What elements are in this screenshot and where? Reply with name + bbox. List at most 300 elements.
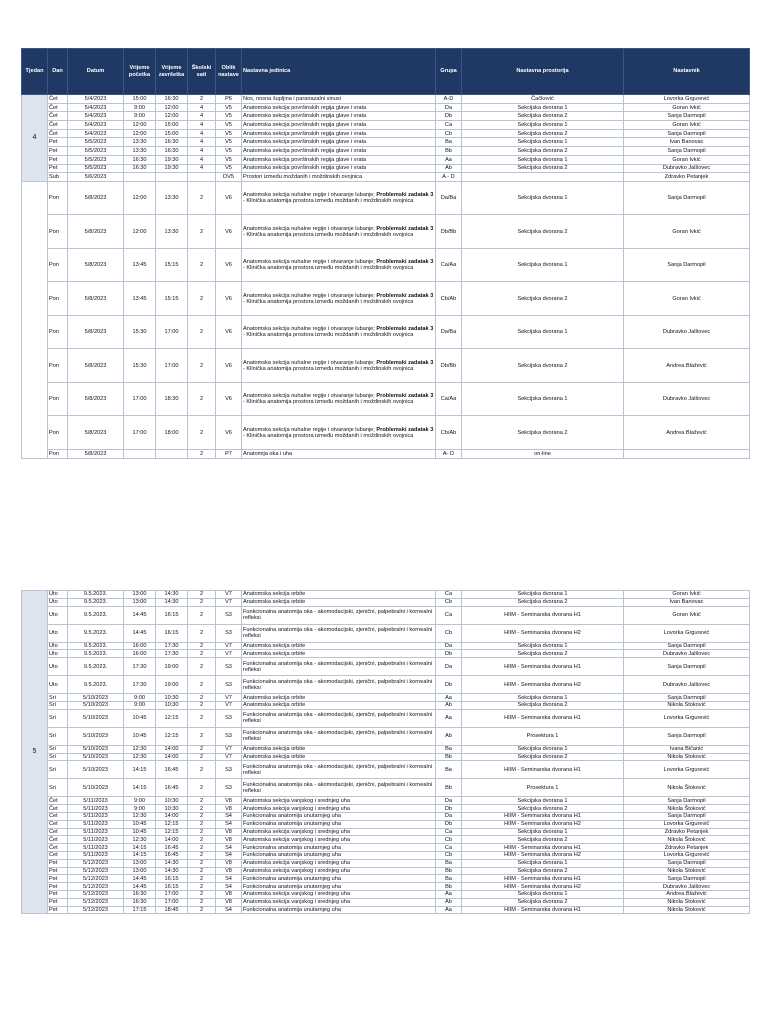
cell-nastavnik: Sanja Darmopil xyxy=(624,694,750,702)
cell-datum: 5/10/2023 xyxy=(68,694,124,702)
cell-datum: 5/12/2023 xyxy=(68,890,124,898)
cell-jedinica: Nos, nosna šupljina i paranazalni sinusi xyxy=(242,95,436,104)
table-row xyxy=(22,753,750,761)
cell-zavrsetak: 15:15 xyxy=(156,282,188,316)
cell-jedinica: Funkcionalna anatomija unutarnjeg uha xyxy=(242,851,436,859)
cell-nastavnik: Dubravko Jalšovec xyxy=(624,883,750,891)
cell-sati: 4 xyxy=(188,138,216,147)
cell-dan: Uto xyxy=(48,598,68,606)
cell-prostorija: on-line xyxy=(462,449,624,458)
cell-datum: 9.5.2023. xyxy=(68,650,124,658)
cell-zavrsetak: 19:00 xyxy=(156,658,188,676)
cell-zavrsetak: 19:30 xyxy=(156,164,188,173)
cell-datum: 5/11/2023 xyxy=(68,797,124,805)
cell-nastavnik: Ivan Banovac xyxy=(624,598,750,606)
cell-grupa: Bb xyxy=(436,147,462,156)
cell-jedinica: Funkcionalna anatomija unutarnjeg uha xyxy=(242,883,436,891)
cell-dan: Pon xyxy=(48,382,68,416)
jedinica-problem: Problemski zadatak 3 xyxy=(376,225,434,232)
cell-grupa: Db/Bb xyxy=(436,349,462,383)
cell-nastavnik: Nikola Štoković xyxy=(624,898,750,906)
cell-grupa: A- D xyxy=(436,449,462,458)
cell-nastavnik: Goran Ivkić xyxy=(624,103,750,112)
col-header-zavrsetak: Vrijeme završetka xyxy=(156,49,188,95)
cell-jedinica: Funkcionalna anatomija unutarnjeg uha xyxy=(242,875,436,883)
jedinica-line1: Anatomska sekcija nuhalne regije i otvaranje lubanje; xyxy=(243,292,375,299)
cell-pocetak: 12:30 xyxy=(124,836,156,844)
cell-zavrsetak: 16:45 xyxy=(156,761,188,779)
cell-pocetak: 10:45 xyxy=(124,820,156,828)
cell-datum: 5/12/2023 xyxy=(68,906,124,914)
cell-sati: 2 xyxy=(188,181,216,215)
cell-zavrsetak: 12:15 xyxy=(156,727,188,745)
week-number: 4 xyxy=(22,95,48,182)
cell-zavrsetak: 17:00 xyxy=(156,898,188,906)
cell-grupa: Db xyxy=(436,805,462,813)
cell-datum: 5/10/2023 xyxy=(68,745,124,753)
table-row xyxy=(22,382,750,416)
cell-datum: 5/11/2023 xyxy=(68,805,124,813)
cell-datum: 5/5/2023 xyxy=(68,155,124,164)
cell-pocetak: 15:30 xyxy=(124,349,156,383)
cell-sati: 2 xyxy=(188,867,216,875)
table-row xyxy=(22,875,750,883)
cell-zavrsetak: 14:00 xyxy=(156,745,188,753)
cell-sati: 2 xyxy=(188,779,216,797)
cell-grupa: Ab xyxy=(436,701,462,709)
cell-sati: 2 xyxy=(188,727,216,745)
cell-grupa: Ab xyxy=(436,164,462,173)
cell-nastavnik: Goran Ivkić xyxy=(624,155,750,164)
cell-sati: 2 xyxy=(188,701,216,709)
cell-sati: 2 xyxy=(188,658,216,676)
cell-jedinica: Anatomska sekcija površinskih regija glave i vrata xyxy=(242,164,436,173)
table-row xyxy=(22,164,750,173)
table-row xyxy=(22,828,750,836)
cell-grupa: Db xyxy=(436,676,462,694)
jedinica-rest: - Klinička anatomija prostora između moždanih i moždinskih ovojnica xyxy=(243,231,414,238)
cell-prostorija: Sekcijska dvorana 1 xyxy=(462,890,624,898)
cell-zavrsetak: 17:00 xyxy=(156,315,188,349)
cell-nastavnik: Dubravko Jalšovec xyxy=(624,676,750,694)
cell-oblik: S3 xyxy=(216,779,242,797)
jedinica-rest: - Klinička anatomija prostora između moždanih i moždinskih ovojnica xyxy=(243,332,414,339)
cell-dan: Čet xyxy=(48,812,68,820)
table-row xyxy=(22,745,750,753)
cell-nastavnik: Sanja Darmopil xyxy=(624,658,750,676)
jedinica-problem: Problemski zadatak 3 xyxy=(376,192,434,199)
cell-nastavnik: Sanja Darmopil xyxy=(624,859,750,867)
cell-jedinica: Anatomska sekcija orbite xyxy=(242,598,436,606)
cell-oblik: S4 xyxy=(216,851,242,859)
cell-zavrsetak: 10:30 xyxy=(156,701,188,709)
cell-pocetak: 9:00 xyxy=(124,701,156,709)
cell-datum: 5/8/2023 xyxy=(68,416,124,450)
cell-oblik: V8 xyxy=(216,890,242,898)
cell-nastavnik: Sanja Darmopil xyxy=(624,181,750,215)
cell-sati: 2 xyxy=(188,650,216,658)
col-header-grupa: Grupa xyxy=(436,49,462,95)
cell-jedinica xyxy=(242,248,436,282)
cell-prostorija: Sekcijska dvorana 2 xyxy=(462,898,624,906)
cell-sati: 2 xyxy=(188,248,216,282)
cell-sati: 2 xyxy=(188,315,216,349)
jedinica-rest: - Klinička anatomija prostora između moždanih i moždinskih ovojnica xyxy=(243,365,414,372)
cell-prostorija: Sekcijska dvorana 2 xyxy=(462,598,624,606)
cell-grupa: Cb xyxy=(436,624,462,642)
cell-prostorija: HIIM - Seminarska dvorana H1 xyxy=(462,606,624,624)
cell-jedinica: Anatomska sekcija površinskih regija glave i vrata xyxy=(242,129,436,138)
cell-nastavnik: Dubravko Jalšovec xyxy=(624,315,750,349)
cell-prostorija: Sekcijska dvorana 1 xyxy=(462,694,624,702)
cell-nastavnik: Lovorka Grgurević xyxy=(624,851,750,859)
cell-datum: 5/11/2023 xyxy=(68,828,124,836)
cell-dan: Sri xyxy=(48,745,68,753)
col-header-jedinica: Nastavna jedinica xyxy=(242,49,436,95)
cell-nastavnik: Sanja Darmopil xyxy=(624,797,750,805)
cell-datum: 9.5.2023. xyxy=(68,606,124,624)
cell-grupa: Db xyxy=(436,650,462,658)
cell-grupa: Db xyxy=(436,820,462,828)
cell-pocetak: 9:00 xyxy=(124,797,156,805)
table-row xyxy=(22,416,750,450)
cell-datum: 5/5/2023 xyxy=(68,138,124,147)
jedinica-line1: Anatomska sekcija nuhalne regije i otvaranje lubanje; xyxy=(243,225,375,232)
cell-prostorija: HIIM - Seminarska dvorana H1 xyxy=(462,709,624,727)
col-header-prostorija: Nastavna prostorija xyxy=(462,49,624,95)
cell-datum: 5/12/2023 xyxy=(68,883,124,891)
cell-sati: 2 xyxy=(188,624,216,642)
cell-pocetak: 16:30 xyxy=(124,898,156,906)
cell-datum: 9.5.2023. xyxy=(68,676,124,694)
cell-pocetak: 12:30 xyxy=(124,753,156,761)
cell-oblik: V6 xyxy=(216,282,242,316)
col-header-dan: Dan xyxy=(48,49,68,95)
cell-pocetak: 14:15 xyxy=(124,779,156,797)
cell-zavrsetak: 17:00 xyxy=(156,890,188,898)
cell-pocetak: 17:00 xyxy=(124,416,156,450)
cell-grupa: Cb xyxy=(436,598,462,606)
cell-datum: 9.5.2023. xyxy=(68,598,124,606)
cell-oblik: S3 xyxy=(216,709,242,727)
cell-datum: 9.5.2023. xyxy=(68,591,124,599)
cell-prostorija: HIIM - Seminarska dvorana H1 xyxy=(462,906,624,914)
cell-prostorija: Sekcijska dvorana 2 xyxy=(462,650,624,658)
col-header-oblik: Oblik nastave xyxy=(216,49,242,95)
cell-pocetak: 14:45 xyxy=(124,875,156,883)
cell-nastavnik: Nikola Štoković xyxy=(624,753,750,761)
cell-jedinica: Funkcionalna anatomija oka - akomodacijski, zjenični, palpebralni i kornealni refleksi xyxy=(242,761,436,779)
cell-pocetak: 14:15 xyxy=(124,761,156,779)
cell-prostorija: HIIM - Seminarska dvorana H1 xyxy=(462,761,624,779)
cell-prostorija: Sekcijska dvorana 2 xyxy=(462,416,624,450)
cell-pocetak: 13:30 xyxy=(124,147,156,156)
cell-jedinica: Anatomska sekcija orbite xyxy=(242,753,436,761)
cell-sati: 2 xyxy=(188,416,216,450)
cell-oblik: P6 xyxy=(216,95,242,104)
cell-oblik: V6 xyxy=(216,215,242,249)
cell-grupa: Ca xyxy=(436,606,462,624)
cell-oblik: S4 xyxy=(216,883,242,891)
cell-pocetak: 13:45 xyxy=(124,248,156,282)
cell-jedinica: Anatomska sekcija vanjskog i srednjeg uha xyxy=(242,859,436,867)
table-row xyxy=(22,591,750,599)
cell-prostorija: Sekcijska dvorana 1 xyxy=(462,642,624,650)
col-header-datum: Datum xyxy=(68,49,124,95)
cell-jedinica: Funkcionalna anatomija oka - akomodacijski, zjenični, palpebralni i kornealni refleksi xyxy=(242,658,436,676)
table-row xyxy=(22,890,750,898)
cell-prostorija: Prosektura 1 xyxy=(462,779,624,797)
cell-oblik: V5 xyxy=(216,147,242,156)
table-row xyxy=(22,694,750,702)
cell-pocetak: 17:30 xyxy=(124,658,156,676)
cell-jedinica: Anatomska sekcija površinskih regija glave i vrata xyxy=(242,103,436,112)
table-row xyxy=(22,95,750,104)
cell-oblik: V5 xyxy=(216,138,242,147)
cell-prostorija: Sekcijska dvorana 2 xyxy=(462,282,624,316)
cell-grupa: A - D xyxy=(436,173,462,182)
schedule-table-week-5 xyxy=(21,590,750,914)
cell-prostorija: HIIM - Seminarska dvorana H1 xyxy=(462,812,624,820)
cell-nastavnik: Nikola Štoković xyxy=(624,701,750,709)
cell-prostorija: HIIM - Seminarska dvorana H2 xyxy=(462,624,624,642)
cell-zavrsetak: 12:15 xyxy=(156,820,188,828)
cell-zavrsetak: 14:00 xyxy=(156,812,188,820)
cell-dan: Pet xyxy=(48,898,68,906)
cell-oblik: S3 xyxy=(216,658,242,676)
cell-datum: 5/4/2023 xyxy=(68,129,124,138)
cell-grupa: Da xyxy=(436,642,462,650)
cell-grupa: Bb xyxy=(436,867,462,875)
cell-oblik: V5 xyxy=(216,155,242,164)
cell-dan: Pet xyxy=(48,890,68,898)
cell-dan: Uto xyxy=(48,624,68,642)
cell-prostorija: Sekcijska dvorana 1 xyxy=(462,745,624,753)
table-row xyxy=(22,859,750,867)
cell-oblik: V7 xyxy=(216,650,242,658)
jedinica-problem: Problemski zadatak 3 xyxy=(376,426,434,433)
cell-datum: 5/11/2023 xyxy=(68,820,124,828)
cell-jedinica: Anatomija oka i uha xyxy=(242,449,436,458)
cell-prostorija: Sekcijska dvorana 2 xyxy=(462,836,624,844)
cell-datum: 5/10/2023 xyxy=(68,761,124,779)
cell-datum: 5/11/2023 xyxy=(68,836,124,844)
cell-nastavnik: Ivan Banovac xyxy=(624,138,750,147)
cell-sati: 2 xyxy=(188,797,216,805)
cell-grupa: Aa xyxy=(436,709,462,727)
table-row xyxy=(22,851,750,859)
jedinica-line1: Anatomska sekcija nuhalne regije i otvaranje lubanje; xyxy=(243,192,375,199)
cell-oblik: V6 xyxy=(216,382,242,416)
cell-oblik: V7 xyxy=(216,591,242,599)
cell-dan: Sri xyxy=(48,694,68,702)
cell-grupa: Ca xyxy=(436,591,462,599)
cell-zavrsetak xyxy=(156,449,188,458)
cell-grupa: Aa xyxy=(436,155,462,164)
cell-grupa: Cb xyxy=(436,836,462,844)
cell-sati: 2 xyxy=(188,215,216,249)
table-row xyxy=(22,121,750,130)
cell-nastavnik: Zdravko Petanjek xyxy=(624,828,750,836)
cell-datum: 5/8/2023 xyxy=(68,181,124,215)
cell-grupa: Aa xyxy=(436,694,462,702)
cell-pocetak: 12:00 xyxy=(124,121,156,130)
cell-dan: Pet xyxy=(48,155,68,164)
cell-oblik: V5 xyxy=(216,164,242,173)
cell-jedinica: Anatomska sekcija vanjskog i srednjeg uha xyxy=(242,867,436,875)
cell-pocetak: 10:45 xyxy=(124,727,156,745)
cell-jedinica: Anatomska sekcija vanjskog i srednjeg uha xyxy=(242,890,436,898)
cell-nastavnik: Goran Ivkić xyxy=(624,591,750,599)
cell-datum: 5/10/2023 xyxy=(68,753,124,761)
cell-dan: Pon xyxy=(48,215,68,249)
table-row xyxy=(22,129,750,138)
cell-jedinica xyxy=(242,349,436,383)
cell-jedinica: Anatomska sekcija vanjskog i srednjeg uha xyxy=(242,898,436,906)
cell-dan: Sri xyxy=(48,761,68,779)
cell-zavrsetak: 18:30 xyxy=(156,382,188,416)
cell-datum: 5/12/2023 xyxy=(68,898,124,906)
cell-dan: Čet xyxy=(48,820,68,828)
cell-dan: Čet xyxy=(48,95,68,104)
table-row xyxy=(22,598,750,606)
cell-nastavnik: Goran Ivkić xyxy=(624,121,750,130)
header-row xyxy=(22,49,750,95)
jedinica-problem: Problemski zadatak 3 xyxy=(376,259,434,266)
cell-oblik: V8 xyxy=(216,836,242,844)
cell-grupa: Ab xyxy=(436,727,462,745)
cell-datum: 5/11/2023 xyxy=(68,851,124,859)
cell-zavrsetak: 16:45 xyxy=(156,851,188,859)
cell-zavrsetak: 16:30 xyxy=(156,147,188,156)
cell-grupa: Da/Ba xyxy=(436,315,462,349)
cell-dan: Pet xyxy=(48,164,68,173)
cell-nastavnik: Nikola Štoković xyxy=(624,836,750,844)
cell-pocetak: 13:00 xyxy=(124,867,156,875)
cell-dan: Čet xyxy=(48,836,68,844)
cell-jedinica: Funkcionalna anatomija unutarnjeg uha xyxy=(242,906,436,914)
cell-jedinica xyxy=(242,416,436,450)
table-row xyxy=(22,282,750,316)
cell-zavrsetak xyxy=(156,173,188,182)
cell-nastavnik: Ivana Bičanić xyxy=(624,745,750,753)
cell-datum: 5/10/2023 xyxy=(68,779,124,797)
jedinica-line1: Anatomska sekcija nuhalne regije i otvaranje lubanje; xyxy=(243,326,375,333)
cell-jedinica xyxy=(242,315,436,349)
cell-jedinica: Prostori između moždanih i moždinskih ovojnica xyxy=(242,173,436,182)
cell-jedinica: Anatomska sekcija vanjskog i srednjeg uha xyxy=(242,797,436,805)
cell-dan: Pet xyxy=(48,147,68,156)
cell-sati: 2 xyxy=(188,761,216,779)
cell-jedinica: Anatomska sekcija orbite xyxy=(242,694,436,702)
jedinica-rest: - Klinička anatomija prostora između moždanih i moždinskih ovojnica xyxy=(243,265,414,272)
cell-oblik: S4 xyxy=(216,844,242,852)
cell-nastavnik: Zdravko Petanjek xyxy=(624,844,750,852)
cell-zavrsetak: 14:00 xyxy=(156,836,188,844)
jedinica-rest: - Klinička anatomija prostora između moždanih i moždinskih ovojnica xyxy=(243,298,414,305)
cell-sati: 2 xyxy=(188,591,216,599)
cell-jedinica: Anatomska sekcija orbite xyxy=(242,591,436,599)
cell-oblik: V6 xyxy=(216,416,242,450)
cell-oblik: S4 xyxy=(216,812,242,820)
cell-datum: 5/11/2023 xyxy=(68,844,124,852)
cell-grupa: Ba xyxy=(436,761,462,779)
cell-dan: Čet xyxy=(48,129,68,138)
cell-prostorija: Sekcijska dvorana 2 xyxy=(462,215,624,249)
cell-pocetak: 9:00 xyxy=(124,112,156,121)
cell-zavrsetak: 10:30 xyxy=(156,805,188,813)
cell-zavrsetak: 15:00 xyxy=(156,121,188,130)
table-row xyxy=(22,898,750,906)
cell-datum: 5/8/2023 xyxy=(68,449,124,458)
cell-sati: 2 xyxy=(188,598,216,606)
cell-datum: 5/4/2023 xyxy=(68,112,124,121)
cell-sati xyxy=(188,173,216,182)
jedinica-rest: - Klinička anatomija prostora između moždanih i moždinskih ovojnica xyxy=(243,198,414,205)
cell-oblik: V7 xyxy=(216,598,242,606)
cell-oblik: S3 xyxy=(216,761,242,779)
cell-grupa: Bb xyxy=(436,779,462,797)
cell-zavrsetak: 16:30 xyxy=(156,138,188,147)
cell-oblik: V5 xyxy=(216,121,242,130)
cell-sati: 4 xyxy=(188,121,216,130)
table-row xyxy=(22,624,750,642)
cell-oblik: V8 xyxy=(216,898,242,906)
cell-jedinica: Anatomska sekcija orbite xyxy=(242,701,436,709)
cell-dan: Uto xyxy=(48,650,68,658)
cell-pocetak: 14:15 xyxy=(124,844,156,852)
col-header-pocetak: Vrijeme početka xyxy=(124,49,156,95)
cell-zavrsetak: 12:00 xyxy=(156,103,188,112)
cell-oblik: V8 xyxy=(216,859,242,867)
cell-dan: Pet xyxy=(48,875,68,883)
cell-prostorija: Sekcijska dvorana 2 xyxy=(462,867,624,875)
cell-zavrsetak: 18:00 xyxy=(156,416,188,450)
cell-dan: Čet xyxy=(48,828,68,836)
jedinica-problem: Problemski zadatak 3 xyxy=(376,393,434,400)
cell-dan: Pet xyxy=(48,867,68,875)
cell-datum: 9.5.2023. xyxy=(68,624,124,642)
cell-sati: 2 xyxy=(188,694,216,702)
cell-sati: 2 xyxy=(188,676,216,694)
cell-prostorija: HIIM - Seminarska dvorana H1 xyxy=(462,875,624,883)
col-header-sati: Školski sati xyxy=(188,49,216,95)
cell-oblik: S3 xyxy=(216,624,242,642)
cell-datum: 5/8/2023 xyxy=(68,215,124,249)
cell-zavrsetak: 17:00 xyxy=(156,349,188,383)
cell-pocetak xyxy=(124,173,156,182)
cell-nastavnik: Nikola Štoković xyxy=(624,906,750,914)
cell-prostorija: Sekcijska dvorana 1 xyxy=(462,138,624,147)
table-row xyxy=(22,181,750,215)
cell-nastavnik: Sanja Darmopil xyxy=(624,112,750,121)
jedinica-line1: Anatomska sekcija nuhalne regije i otvaranje lubanje; xyxy=(243,426,375,433)
cell-dan: Pet xyxy=(48,859,68,867)
jedinica-problem: Problemski zadatak 3 xyxy=(376,359,434,366)
cell-sati: 4 xyxy=(188,129,216,138)
cell-oblik: V8 xyxy=(216,828,242,836)
cell-grupa: Cb/Ab xyxy=(436,282,462,316)
table-row xyxy=(22,112,750,121)
cell-nastavnik: Nikola Štoković xyxy=(624,867,750,875)
cell-datum: 5/12/2023 xyxy=(68,867,124,875)
table-row xyxy=(22,836,750,844)
cell-oblik: V8 xyxy=(216,867,242,875)
cell-datum: 5/10/2023 xyxy=(68,727,124,745)
cell-pocetak: 10:45 xyxy=(124,828,156,836)
cell-grupa: Bb xyxy=(436,883,462,891)
cell-datum: 5/4/2023 xyxy=(68,103,124,112)
